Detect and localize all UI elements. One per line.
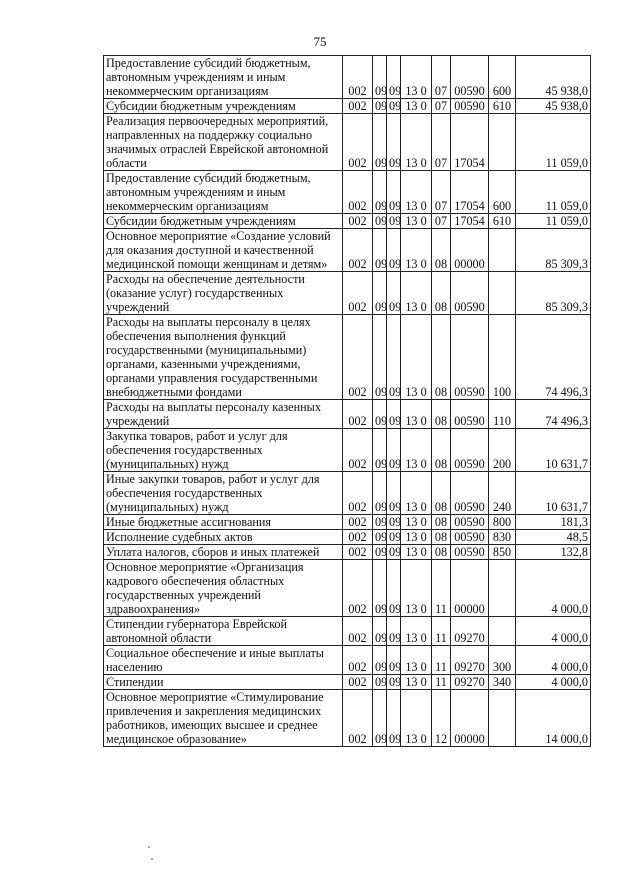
cell-subprogram: 08: [432, 429, 451, 472]
cell-name: Основное мероприятие «Создание условий для оказания доступной и качественной медицинской помощи женщинам и детям»: [104, 229, 343, 272]
cell-subprogram: 08: [432, 515, 451, 530]
cell-program: 13 0: [401, 472, 432, 515]
cell-program: 13 0: [401, 429, 432, 472]
cell-subsection: 09: [387, 690, 401, 747]
cell-code: 00000: [451, 560, 489, 617]
cell-section: 09: [373, 214, 387, 229]
table-row: [104, 515, 591, 530]
cell-code: 00590: [451, 272, 489, 315]
cell-subprogram: 08: [432, 272, 451, 315]
cell-amount: 4 000,0: [516, 560, 591, 617]
cell-amount: 11 059,0: [516, 114, 591, 171]
cell-expense-type: [489, 272, 516, 315]
cell-name: Социальное обеспечение и иные выплаты населению: [104, 646, 343, 675]
cell-subprogram: 07: [432, 214, 451, 229]
cell-program: 13 0: [401, 114, 432, 171]
table-row: [104, 560, 591, 617]
cell-ministry: 002: [343, 545, 373, 560]
cell-code: 00590: [451, 545, 489, 560]
cell-subsection: 09: [387, 646, 401, 675]
cell-amount: 45 938,0: [516, 56, 591, 99]
table-row: [104, 56, 591, 99]
cell-section: 09: [373, 675, 387, 690]
cell-section: 09: [373, 690, 387, 747]
cell-program: 13 0: [401, 315, 432, 400]
table-row: [104, 690, 591, 747]
cell-section: 09: [373, 530, 387, 545]
cell-subsection: 09: [387, 675, 401, 690]
cell-subprogram: 11: [432, 675, 451, 690]
table-row: [104, 530, 591, 545]
cell-name: Основное мероприятие «Организация кадрового обеспечения областных государственных учреждений здравоохранения»: [104, 560, 343, 617]
cell-subsection: 09: [387, 229, 401, 272]
cell-name: Расходы на выплаты персоналу казенных учреждений: [104, 400, 343, 429]
table-row: [104, 617, 591, 646]
cell-ministry: 002: [343, 171, 373, 214]
cell-program: 13 0: [401, 56, 432, 99]
cell-amount: 85 309,3: [516, 229, 591, 272]
cell-program: 13 0: [401, 400, 432, 429]
cell-subprogram: 08: [432, 229, 451, 272]
cell-subsection: 09: [387, 429, 401, 472]
cell-expense-type: [489, 114, 516, 171]
cell-ministry: 002: [343, 229, 373, 272]
cell-code: 00590: [451, 530, 489, 545]
table-row: [104, 675, 591, 690]
cell-expense-type: 850: [489, 545, 516, 560]
cell-ministry: 002: [343, 400, 373, 429]
cell-ministry: 002: [343, 99, 373, 114]
cell-program: 13 0: [401, 545, 432, 560]
cell-subprogram: 08: [432, 545, 451, 560]
cell-program: 13 0: [401, 214, 432, 229]
cell-expense-type: [489, 617, 516, 646]
cell-ministry: 002: [343, 214, 373, 229]
cell-subsection: 09: [387, 99, 401, 114]
table-row: [104, 229, 591, 272]
cell-name: Предоставление субсидий бюджетным, автономным учреждениям и иным некоммерческим организациям: [104, 56, 343, 99]
cell-name: Иные бюджетные ассигнования: [104, 515, 343, 530]
cell-code: 00590: [451, 429, 489, 472]
cell-section: 09: [373, 617, 387, 646]
cell-code: 00000: [451, 229, 489, 272]
cell-code: 00590: [451, 472, 489, 515]
table-row: [104, 315, 591, 400]
cell-section: 09: [373, 56, 387, 99]
cell-subsection: 09: [387, 560, 401, 617]
cell-subprogram: 07: [432, 171, 451, 214]
cell-amount: 132,8: [516, 545, 591, 560]
cell-subsection: 09: [387, 545, 401, 560]
cell-name: Закупка товаров, работ и услуг для обеспечения государственных (муниципальных) нужд: [104, 429, 343, 472]
cell-section: 09: [373, 400, 387, 429]
cell-amount: 11 059,0: [516, 171, 591, 214]
cell-section: 09: [373, 545, 387, 560]
table-row: [104, 214, 591, 229]
cell-amount: 10 631,7: [516, 429, 591, 472]
cell-name: Исполнение судебных актов: [104, 530, 343, 545]
cell-subsection: 09: [387, 214, 401, 229]
cell-subsection: 09: [387, 472, 401, 515]
cell-program: 13 0: [401, 99, 432, 114]
cell-program: 13 0: [401, 646, 432, 675]
cell-ministry: 002: [343, 617, 373, 646]
cell-program: 13 0: [401, 530, 432, 545]
cell-subsection: 09: [387, 400, 401, 429]
cell-name: Стипендии: [104, 675, 343, 690]
cell-subprogram: 11: [432, 617, 451, 646]
table-row: [104, 99, 591, 114]
cell-subprogram: 07: [432, 56, 451, 99]
cell-program: 13 0: [401, 560, 432, 617]
cell-amount: 10 631,7: [516, 472, 591, 515]
cell-expense-type: 110: [489, 400, 516, 429]
cell-section: 09: [373, 99, 387, 114]
cell-subsection: 09: [387, 171, 401, 214]
cell-program: 13 0: [401, 171, 432, 214]
cell-amount: 4 000,0: [516, 646, 591, 675]
cell-expense-type: 610: [489, 99, 516, 114]
cell-subprogram: 08: [432, 400, 451, 429]
table-row: [104, 429, 591, 472]
table-row: [104, 545, 591, 560]
cell-amount: 45 938,0: [516, 99, 591, 114]
table-row: [104, 171, 591, 214]
cell-subsection: 09: [387, 114, 401, 171]
cell-program: 13 0: [401, 515, 432, 530]
cell-section: 09: [373, 560, 387, 617]
cell-name: Иные закупки товаров, работ и услуг для обеспечения государственных (муниципальных) нужд: [104, 472, 343, 515]
cell-ministry: 002: [343, 675, 373, 690]
cell-amount: 85 309,3: [516, 272, 591, 315]
cell-name: Предоставление субсидий бюджетным, автономным учреждениям и иным некоммерческим организациям: [104, 171, 343, 214]
cell-subsection: 09: [387, 515, 401, 530]
cell-amount: 4 000,0: [516, 675, 591, 690]
cell-code: 09270: [451, 675, 489, 690]
cell-code: 00590: [451, 400, 489, 429]
cell-section: 09: [373, 171, 387, 214]
cell-code: 00590: [451, 56, 489, 99]
cell-ministry: 002: [343, 472, 373, 515]
cell-expense-type: 600: [489, 56, 516, 99]
cell-code: 17054: [451, 171, 489, 214]
cell-subprogram: 11: [432, 646, 451, 675]
cell-section: 09: [373, 429, 387, 472]
cell-amount: 48,5: [516, 530, 591, 545]
cell-section: 09: [373, 646, 387, 675]
cell-amount: 4 000,0: [516, 617, 591, 646]
cell-section: 09: [373, 515, 387, 530]
cell-expense-type: 610: [489, 214, 516, 229]
cell-subsection: 09: [387, 315, 401, 400]
cell-subsection: 09: [387, 617, 401, 646]
cell-expense-type: [489, 560, 516, 617]
cell-name: Реализация первоочередных мероприятий, направленных на поддержку социально значимых отраслей Еврейской автономной области: [104, 114, 343, 171]
cell-subsection: 09: [387, 272, 401, 315]
cell-code: 00590: [451, 315, 489, 400]
cell-expense-type: 100: [489, 315, 516, 400]
cell-program: 13 0: [401, 229, 432, 272]
cell-section: 09: [373, 315, 387, 400]
cell-subprogram: 11: [432, 560, 451, 617]
cell-name: Расходы на обеспечение деятельности (оказание услуг) государственных учреждений: [104, 272, 343, 315]
cell-name: Стипендии губернатора Еврейской автономной области: [104, 617, 343, 646]
cell-code: 00590: [451, 515, 489, 530]
table-row: [104, 400, 591, 429]
cell-expense-type: 600: [489, 171, 516, 214]
cell-expense-type: 830: [489, 530, 516, 545]
cell-amount: 74 496,3: [516, 400, 591, 429]
cell-name: Расходы на выплаты персоналу в целях обеспечения выполнения функций государственными (муниципальными) органами, казенными учреждениями, органами управления государственными внебюджетными фондами: [104, 315, 343, 400]
cell-ministry: 002: [343, 530, 373, 545]
cell-amount: 181,3: [516, 515, 591, 530]
cell-ministry: 002: [343, 515, 373, 530]
cell-subprogram: 08: [432, 472, 451, 515]
cell-section: 09: [373, 472, 387, 515]
cell-subsection: 09: [387, 530, 401, 545]
cell-expense-type: 300: [489, 646, 516, 675]
cell-amount: 74 496,3: [516, 315, 591, 400]
cell-ministry: 002: [343, 315, 373, 400]
cell-name: Субсидии бюджетным учреждениям: [104, 99, 343, 114]
table-row: [104, 272, 591, 315]
cell-ministry: 002: [343, 56, 373, 99]
cell-subprogram: 12: [432, 690, 451, 747]
cell-expense-type: [489, 229, 516, 272]
cell-subprogram: 08: [432, 315, 451, 400]
table-row: [104, 472, 591, 515]
table-row: [104, 646, 591, 675]
cell-section: 09: [373, 114, 387, 171]
scan-speck: [148, 846, 150, 848]
budget-table: [103, 55, 591, 747]
cell-code: 17054: [451, 114, 489, 171]
cell-expense-type: 800: [489, 515, 516, 530]
cell-program: 13 0: [401, 272, 432, 315]
cell-expense-type: 340: [489, 675, 516, 690]
cell-expense-type: [489, 690, 516, 747]
cell-program: 13 0: [401, 675, 432, 690]
cell-code: 09270: [451, 617, 489, 646]
cell-code: 17054: [451, 214, 489, 229]
cell-subprogram: 07: [432, 99, 451, 114]
cell-program: 13 0: [401, 617, 432, 646]
cell-program: 13 0: [401, 690, 432, 747]
cell-code: 09270: [451, 646, 489, 675]
cell-name: Уплата налогов, сборов и иных платежей: [104, 545, 343, 560]
cell-ministry: 002: [343, 646, 373, 675]
scan-speck: [151, 858, 153, 860]
cell-subprogram: 08: [432, 530, 451, 545]
cell-amount: 14 000,0: [516, 690, 591, 747]
cell-ministry: 002: [343, 114, 373, 171]
cell-expense-type: 240: [489, 472, 516, 515]
cell-amount: 11 059,0: [516, 214, 591, 229]
cell-subsection: 09: [387, 56, 401, 99]
cell-subprogram: 07: [432, 114, 451, 171]
table-row: [104, 114, 591, 171]
cell-code: 00000: [451, 690, 489, 747]
cell-section: 09: [373, 272, 387, 315]
page-number: 75: [313, 34, 327, 49]
cell-ministry: 002: [343, 560, 373, 617]
cell-ministry: 002: [343, 429, 373, 472]
cell-ministry: 002: [343, 272, 373, 315]
cell-name: Субсидии бюджетным учреждениям: [104, 214, 343, 229]
cell-expense-type: 200: [489, 429, 516, 472]
cell-ministry: 002: [343, 690, 373, 747]
cell-code: 00590: [451, 99, 489, 114]
cell-name: Основное мероприятие «Стимулирование привлечения и закрепления медицинских работников, имеющих высшее и среднее медицинское образование»: [104, 690, 343, 747]
cell-section: 09: [373, 229, 387, 272]
